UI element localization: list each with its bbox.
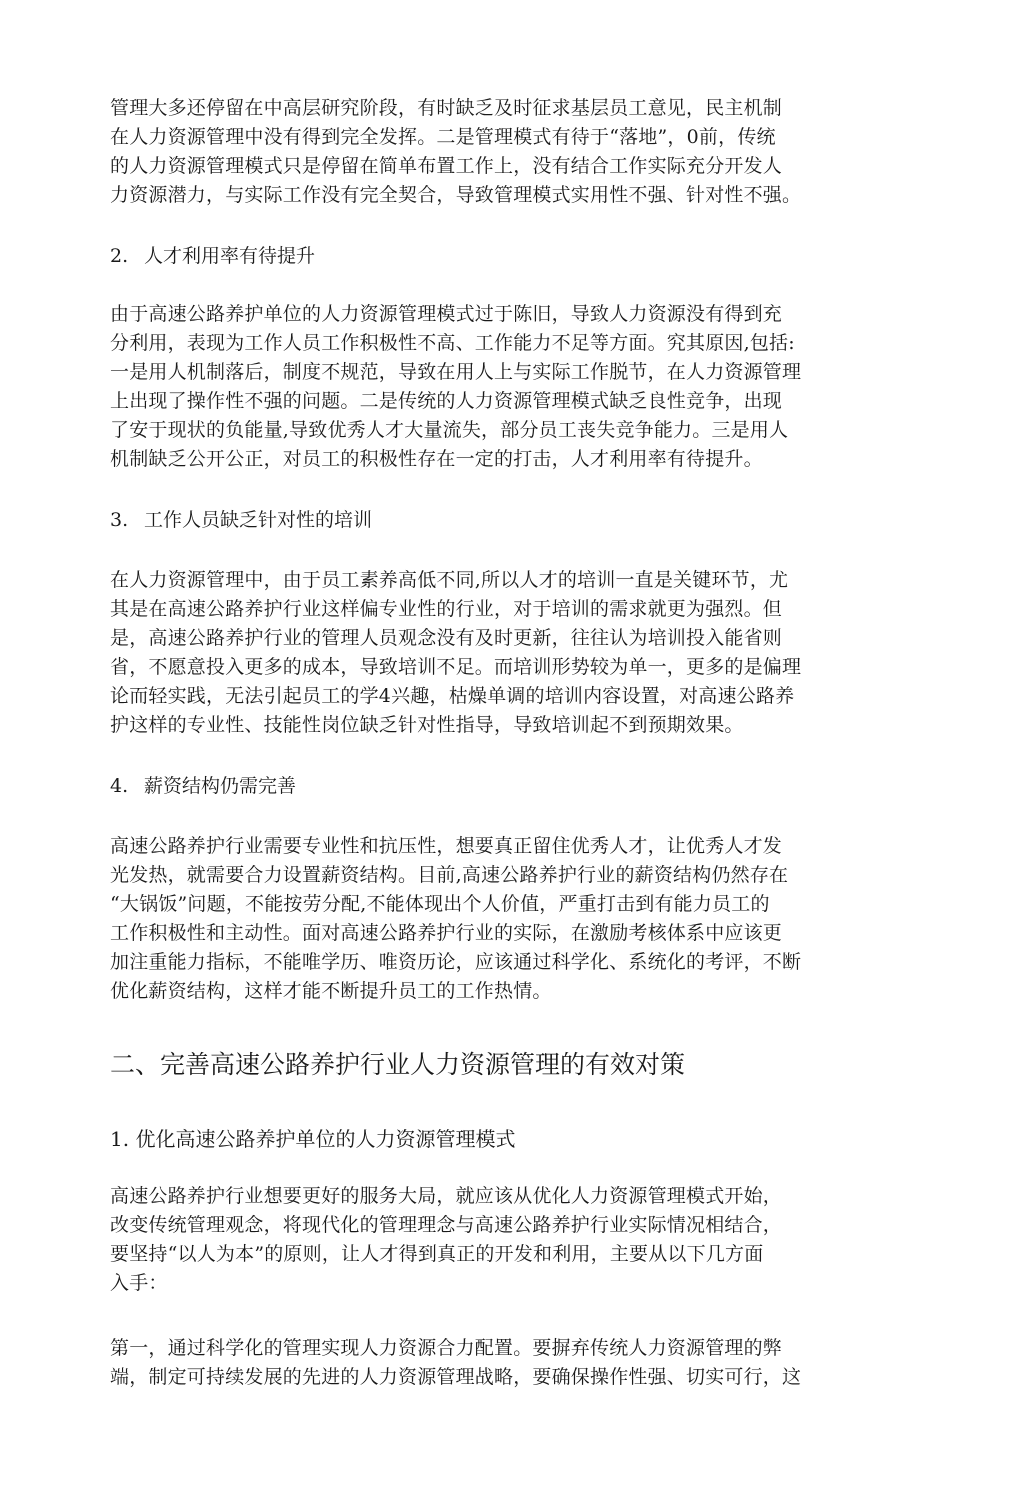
paragraph-training: 在人力资源管理中，由于员工素养高低不同,所以人才的培训一直是关键环节，尤 其是在高速公路养护行业这样偏专业性的行业，对于培训的需求就更为强烈。但 是，高速公路养护行业的管理人员观念没有及时更新，往往认为培训投入能省则 省，不愿意投入更多的成本，导致培训不足。而培训形势较为单一，更多的是偏理 论而轻实践，无法引起员工的学4兴趣，枯燥单调的培训内容设置，对高速公路养 护这样的专业性、技能性岗位缺乏针对性指导，导致培训起不到预期效果。 xyxy=(110,569,802,736)
paragraph-talent: 由于高速公路养护单位的人力资源管理模式过于陈旧，导致人力资源没有得到充 分利用，表现为工作人员工作积极性不高、工作能力不足等方面。究其原因,包括: 一是用人机制落后，制度不规范，导致在用人上与实际工作脱节，在人力资源管理 上出现了操作性不强的问题。二是传统的人力资源管理模式缺乏良性竞争，出现 了安于现状的负能量,导致优秀人才大量流失，部分员工丧失竞争能力。三是用人 机制缺乏公开公正，对员工的积极性存在一定的打击，人才利用率有待提升。 xyxy=(110,303,802,470)
heading-training xyxy=(110,506,890,535)
heading-number: 4. xyxy=(110,775,129,797)
paragraph-first: 第一，通过科学化的管理实现人力资源合力配置。要摒弃传统人力资源管理的弊 端，制定可持续发展的先进的人力资源管理战略，要确保操作性强、切实可行，这 xyxy=(110,1337,802,1388)
heading-text: 人才利用率有待提升 xyxy=(144,245,316,267)
subsection-heading-one: 1. 优化高速公路养护单位的人力资源管理模式 xyxy=(110,1127,516,1151)
section-heading-two: 二、完善高速公路养护行业人力资源管理的有效对策 xyxy=(110,1050,686,1079)
paragraph-intro: 管理大多还停留在中高层研究阶段，有时缺乏及时征求基层员工意见，民主机制 在人力资源管理中没有得到完全发挥。二是管理模式有待于“落地”，0前，传统 的人力资源管理模式只是停留在简单布置工作上，没有结合工作实际充分开发人 力资源潜力，与实际工作没有完全契合，导致管理模式实用性不强、针对性不强。 xyxy=(110,97,802,206)
paragraph-optimize: 高速公路养护行业想要更好的服务大局，就应该从优化人力资源管理模式开始， 改变传统管理观念，将现代化的管理理念与高速公路养护行业实际情况相结合， 要坚持“以人为本”的原则，让人才得到真正的开发和利用，主要从以下几方面 入手： xyxy=(110,1185,783,1294)
heading-talent-utilization xyxy=(110,242,890,271)
heading-text: 工作人员缺乏针对性的培训 xyxy=(144,509,373,531)
heading-number: 2. xyxy=(110,245,129,267)
heading-salary xyxy=(110,772,890,801)
heading-text: 薪资结构仍需完善 xyxy=(144,775,297,797)
heading-number: 3. xyxy=(110,509,129,531)
paragraph-salary: 高速公路养护行业需要专业性和抗压性，想要真正留住优秀人才，让优秀人才发 光发热，就需要合力设置薪资结构。目前,高速公路养护行业的薪资结构仍然存在 “大锅饭”问题，不能按劳分配,不能体现出个人价值，严重打击到有能力员工的 工作积极性和主动性。面对高速公路养护行业的实际，在激励考核体系中应该更 加注重能力指标，不能唯学历、唯资历论，应该通过科学化、系统化的考评，不断 优化薪资结构，这样才能不断提升员工的工作热情。 xyxy=(110,835,802,1002)
